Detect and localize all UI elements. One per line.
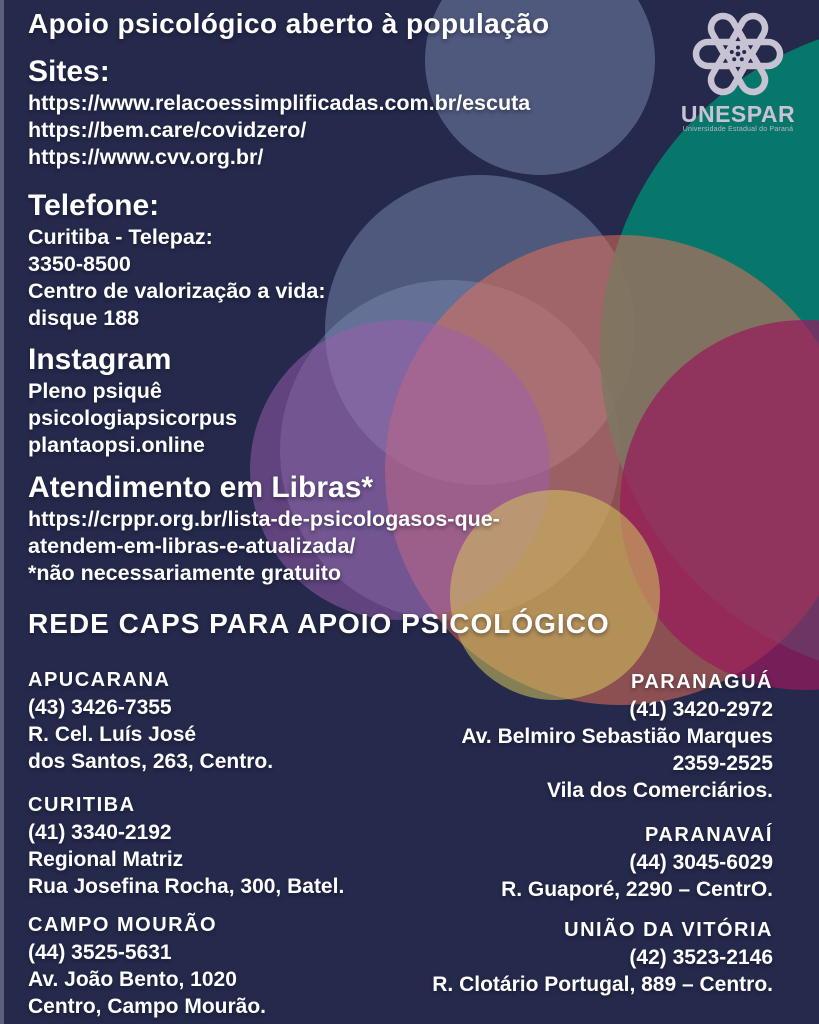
libras-footnote: *não necessariamente gratuito xyxy=(28,561,342,585)
caps-address: Av. João Bento, 1020 xyxy=(28,968,237,991)
telefone-heading: Telefone: xyxy=(28,189,160,222)
caps-address: R. Guaporé, 2290 – CentrO. xyxy=(501,878,773,901)
section-telefone xyxy=(28,190,326,332)
instagram-handle: Pleno psiquê xyxy=(28,379,162,403)
caps-entry-paranavai xyxy=(501,821,773,903)
caps-phone: (41) 3420-2972 xyxy=(629,698,773,721)
section-sites xyxy=(28,56,530,171)
unespar-flower-icon xyxy=(688,6,788,102)
caps-address: R. Clotário Portugal, 889 – Centro. xyxy=(432,973,773,996)
caps-entry-campo-mourao xyxy=(28,911,266,1020)
caps-city-name: PARANAVAÍ xyxy=(645,824,773,846)
unespar-logo xyxy=(673,6,803,134)
caps-phone: (44) 3045-6029 xyxy=(629,851,773,874)
libras-url: https://crppr.org.br/lista-de-psicologasos-que- xyxy=(28,507,500,531)
site-url: https://www.cvv.org.br/ xyxy=(28,145,264,169)
caps-address: Vila dos Comerciários. xyxy=(546,779,773,802)
caps-address: R. Cel. Luís José xyxy=(28,723,197,746)
caps-entry-paranagua xyxy=(461,668,773,804)
instagram-heading: Instagram xyxy=(28,343,172,376)
caps-entry-apucarana xyxy=(28,666,273,775)
site-url: https://www.relacoessimplificadas.com.br/escuta xyxy=(28,91,531,115)
caps-city-name: PARANAGUÁ xyxy=(630,671,773,693)
instagram-handle: plantaopsi.online xyxy=(28,433,205,457)
caps-address: Rua Josefina Rocha, 300, Batel. xyxy=(28,875,345,898)
caps-phone: (44) 3525-5631 xyxy=(28,941,172,964)
caps-city-name: APUCARANA xyxy=(28,669,171,691)
telefone-number: 3350-8500 xyxy=(28,252,131,276)
caps-city-name: CURITIBA xyxy=(28,794,136,816)
section-instagram xyxy=(28,344,237,459)
libras-heading: Atendimento em Libras* xyxy=(28,471,374,504)
section-libras xyxy=(28,472,500,587)
caps-address: Regional Matriz xyxy=(28,848,184,871)
unespar-logo-subtitle: Universidade Estadual do Paraná xyxy=(682,126,794,133)
caps-phone: (41) 3340-2192 xyxy=(28,821,172,844)
caps-city-name: UNIÃO DA VITÓRIA xyxy=(564,919,773,941)
libras-url: atendem-em-libras-e-atualizada/ xyxy=(28,534,356,558)
page-title: Apoio psicológico aberto à população xyxy=(28,8,550,39)
telefone-line: Curitiba - Telepaz: xyxy=(28,225,213,249)
telefone-number: disque 188 xyxy=(28,306,140,330)
caps-entry-uniao-da-vitoria xyxy=(432,916,773,998)
caps-entry-curitiba xyxy=(28,791,344,900)
left-edge-strip xyxy=(0,0,4,1024)
caps-phone: (43) 3426-7355 xyxy=(28,696,172,719)
caps-phone: (42) 3523-2146 xyxy=(629,946,773,969)
site-url: https://bem.care/covidzero/ xyxy=(28,118,307,142)
caps-city-name: CAMPO MOURÃO xyxy=(28,914,218,936)
caps-address: 2359-2525 xyxy=(672,752,773,775)
caps-address: Av. Belmiro Sebastião Marques xyxy=(461,725,773,748)
instagram-handle: psicologiapsicorpus xyxy=(28,406,238,430)
caps-address: Centro, Campo Mourão. xyxy=(28,995,267,1018)
caps-heading: REDE CAPS PARA APOIO PSICOLÓGICO xyxy=(28,608,610,639)
caps-address: dos Santos, 263, Centro. xyxy=(28,750,274,773)
telefone-line: Centro de valorização a vida: xyxy=(28,279,326,303)
sites-heading: Sites: xyxy=(28,55,110,88)
unespar-logo-acronym: UNESPAR xyxy=(680,101,796,127)
